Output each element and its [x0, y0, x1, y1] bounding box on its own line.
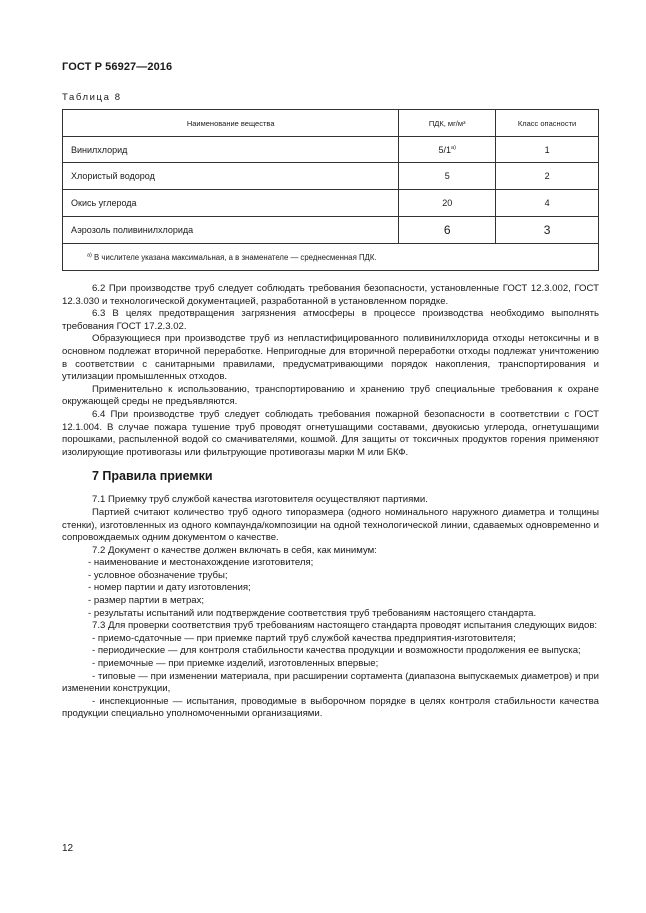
paragraph-6-3-environment: Применительно к использованию, транспортированию и хранению труб специальные требования к охране окружающей среды не предъявляются.: [62, 383, 599, 408]
substance-name: Винилхлорид: [63, 137, 399, 163]
table-header-row: [63, 110, 599, 137]
paragraph-6-3: 6.3 В целях предотвращения загрязнения атмосферы в процессе производства необходимо выполнять требования ГОСТ 17.2.3.02.: [62, 308, 599, 332]
list-item: - условное обозначение трубы;: [88, 569, 228, 581]
substances-table: [62, 109, 599, 271]
substance-name: Хлористый водород: [63, 163, 399, 190]
table-row: [63, 190, 599, 217]
paragraph-6-4: 6.4 При производстве труб следует соблюдать требования пожарной безопасности в соответствии с ГОСТ 12.1.004. В случае пожара тушение труб проводят огнетушащими составами, двуокисью углерода, огнетушащими порошками, распыленной водой со смачивателями, кошмой. Для защиты от токсичных продуктов горения применяют изолирующие противогазы или фильтрующие противогазы марки М или БКФ.: [62, 408, 599, 458]
table-footnote: [63, 244, 599, 271]
paragraph-6-2: 6.2 При производстве труб следует соблюдать требования безопасности, установленные ГОСТ 12.3.002, ГОСТ 12.3.030 и технологической документацией, разработанной в установленном порядке.: [62, 283, 599, 307]
column-header-hazard-class: Класс опасности: [496, 110, 599, 137]
pdk-value: 20: [399, 190, 496, 217]
page-number: 12: [62, 843, 74, 854]
list-item: - размер партии в метрах;: [88, 595, 205, 607]
pdk-value: 5: [399, 163, 496, 190]
paragraph-7-3: 7.3 Для проверки соответствия труб требованиям настоящего стандарта проводят испытания следующих видов:: [92, 620, 598, 632]
list-item: - приемочные — при приемке изделий, изготовленных впервые;: [92, 658, 379, 670]
table-row: [63, 217, 599, 244]
section-7-title: 7 Правила приемки: [92, 469, 213, 484]
footnote-ref: а): [451, 144, 456, 151]
substance-name: Аэрозоль поливинилхлорида: [63, 217, 399, 244]
list-item: - типовые — при изменении материала, при расширении сортамента (диапазона выпускаемых диаметров) и при изменении конструкции,: [62, 670, 599, 695]
document-code-header: ГОСТ Р 56927—2016: [62, 61, 173, 73]
hazard-class-value: 2: [496, 163, 599, 190]
list-item: - результаты испытаний или подтверждение соответствия труб требованиям настоящего стандарта.: [88, 607, 537, 619]
paragraph-7-2: 7.2 Документ о качестве должен включать в себя, как минимум:: [92, 544, 377, 556]
list-item: - номер партии и дату изготовления;: [88, 582, 251, 594]
paragraph-7-1-batch: Партией считают количество труб одного типоразмера (одного номинального наружного диаметра и толщины стенки), изготовленных из одного компаунда/композиции на одной технологической линии, сдаваемых одновременно и сопровождаемых одним документом о качестве.: [62, 506, 599, 544]
list-item: - периодические — для контроля стабильности качества продукции и возможности продолжения ее выпуска;: [92, 645, 581, 657]
footnote-text: В числителе указана максимальная, а в знаменателе — среднесменная ПДК.: [91, 252, 377, 262]
column-header-substance: Наименование вещества: [63, 110, 399, 137]
pdk-value-text: 5/1: [438, 144, 452, 155]
table-caption: Таблица 8: [62, 92, 122, 103]
paragraph-6-3-waste: Образующиеся при производстве труб из непластифицированного поливинилхлорида отходы нетоксичны и в основном подлежат вторичной переработке. Непригодные для вторичной переработки отходы подлежат уничтожению в соответствии с санитарными правилами, предусматривающими порядок накопления, транспортирования и утилизации промышленных отходов.: [62, 333, 599, 383]
table-row: [63, 163, 599, 190]
footnote-mark: а): [87, 251, 92, 258]
document-body: [62, 283, 599, 721]
hazard-class-value: 1: [496, 137, 599, 163]
table-row: [63, 137, 599, 163]
pdk-value: [399, 137, 496, 163]
substance-name: Окись углерода: [63, 190, 399, 217]
list-item: - инспекционные — испытания, проводимые в выборочном порядке в целях контроля стабильности качества продукции специально уполномоченными организациями.: [62, 695, 599, 720]
pdk-value: 6: [399, 217, 496, 244]
hazard-class-value: 4: [496, 190, 599, 217]
list-item: - приемо-сдаточные — при приемке партий труб службой качества предприятия-изготовителя;: [92, 632, 516, 644]
list-item: - наименование и местонахождение изготовителя;: [88, 557, 314, 569]
table-footnote-row: [63, 244, 599, 271]
hazard-class-value: 3: [496, 217, 599, 244]
paragraph-7-1: 7.1 Приемку труб службой качества изготовителя осуществляют партиями.: [92, 494, 428, 506]
column-header-pdk: ПДК, мг/м³: [399, 110, 496, 137]
